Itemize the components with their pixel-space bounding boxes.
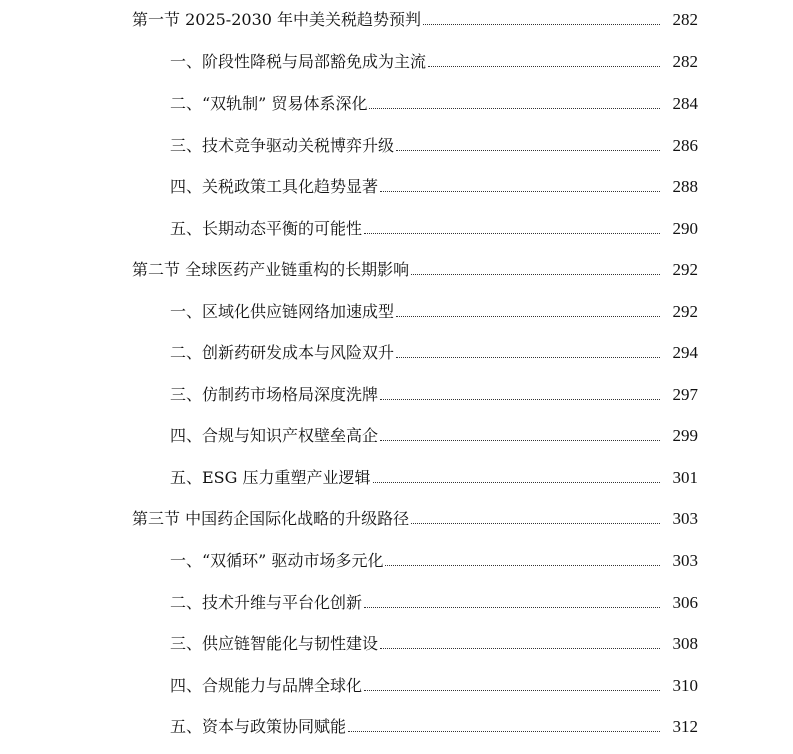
dot-leader (364, 233, 660, 234)
toc-item[interactable] (0, 670, 793, 696)
toc-label: 第一节 2025-2030 年中美关税趋势预判 (132, 10, 422, 29)
toc-label: 五、长期动态平衡的可能性 (170, 219, 363, 238)
toc-label: 三、供应链智能化与韧性建设 (170, 634, 379, 653)
toc-section-1[interactable] (0, 4, 793, 30)
toc-item[interactable] (0, 462, 793, 488)
toc-page-number: 292 (672, 302, 698, 321)
toc-label: 第三节 中国药企国际化战略的升级路径 (132, 509, 410, 528)
dot-leader (411, 523, 660, 524)
dot-leader (396, 316, 660, 317)
dot-leader (373, 482, 660, 483)
toc-label: 三、技术竞争驱动关税博弈升级 (170, 136, 395, 155)
toc-item[interactable] (0, 545, 793, 571)
toc-label: 二、技术升维与平台化创新 (170, 593, 363, 612)
toc-label: 三、仿制药市场格局深度洗牌 (170, 385, 379, 404)
toc-label: 五、ESG 压力重塑产业逻辑 (170, 468, 371, 487)
toc-item[interactable] (0, 337, 793, 363)
toc-item[interactable] (0, 379, 793, 405)
dot-leader (369, 108, 660, 109)
dot-leader (385, 565, 660, 566)
dot-leader (364, 607, 660, 608)
toc-page-number: 288 (672, 177, 698, 196)
toc-item[interactable] (0, 711, 793, 737)
toc-page-number: 282 (672, 52, 698, 71)
toc-label: 五、资本与政策协同赋能 (170, 717, 347, 736)
toc-item[interactable] (0, 46, 793, 72)
dot-leader (428, 66, 660, 67)
dot-leader (380, 440, 660, 441)
dot-leader (411, 274, 660, 275)
toc-page-number: 312 (672, 717, 698, 736)
toc-page-number: 282 (672, 10, 698, 29)
toc-label: 四、合规与知识产权壁垒高企 (170, 426, 379, 445)
toc-label: 四、关税政策工具化趋势显著 (170, 177, 379, 196)
toc-page-number: 290 (672, 219, 698, 238)
dot-leader (396, 150, 660, 151)
dot-leader (380, 191, 660, 192)
toc-label: 一、区域化供应链网络加速成型 (170, 302, 395, 321)
toc-page-number: 292 (672, 260, 698, 279)
toc-label: 二、创新药研发成本与风险双升 (170, 343, 395, 362)
toc-section-2[interactable] (0, 254, 793, 280)
dot-leader (423, 24, 660, 25)
toc-page-number: 284 (672, 94, 698, 113)
dot-leader (380, 648, 660, 649)
toc-label: 二、“双轨制” 贸易体系深化 (170, 94, 368, 113)
toc-page-number: 297 (672, 385, 698, 404)
toc-label: 第二节 全球医药产业链重构的长期影响 (132, 260, 410, 279)
toc-item[interactable] (0, 88, 793, 114)
toc-label: 一、阶段性降税与局部豁免成为主流 (170, 52, 427, 71)
dot-leader (380, 399, 660, 400)
toc-page-number: 310 (672, 676, 698, 695)
toc-page-number: 306 (672, 593, 698, 612)
toc-item[interactable] (0, 628, 793, 654)
toc-label: 一、“双循环” 驱动市场多元化 (170, 551, 384, 570)
toc-item[interactable] (0, 587, 793, 613)
toc-page-number: 303 (672, 551, 698, 570)
toc-page-number: 303 (672, 509, 698, 528)
toc-page-number: 299 (672, 426, 698, 445)
toc-item[interactable] (0, 420, 793, 446)
toc-section-3[interactable] (0, 503, 793, 529)
toc-page-number: 294 (672, 343, 698, 362)
toc-item[interactable] (0, 296, 793, 322)
dot-leader (396, 357, 660, 358)
toc-page-number: 286 (672, 136, 698, 155)
dot-leader (348, 731, 660, 732)
toc-label: 四、合规能力与品牌全球化 (170, 676, 363, 695)
toc-page-number: 301 (672, 468, 698, 487)
dot-leader (364, 690, 660, 691)
toc-item[interactable] (0, 130, 793, 156)
toc-item[interactable] (0, 171, 793, 197)
toc-item[interactable] (0, 213, 793, 239)
toc-page-number: 308 (672, 634, 698, 653)
